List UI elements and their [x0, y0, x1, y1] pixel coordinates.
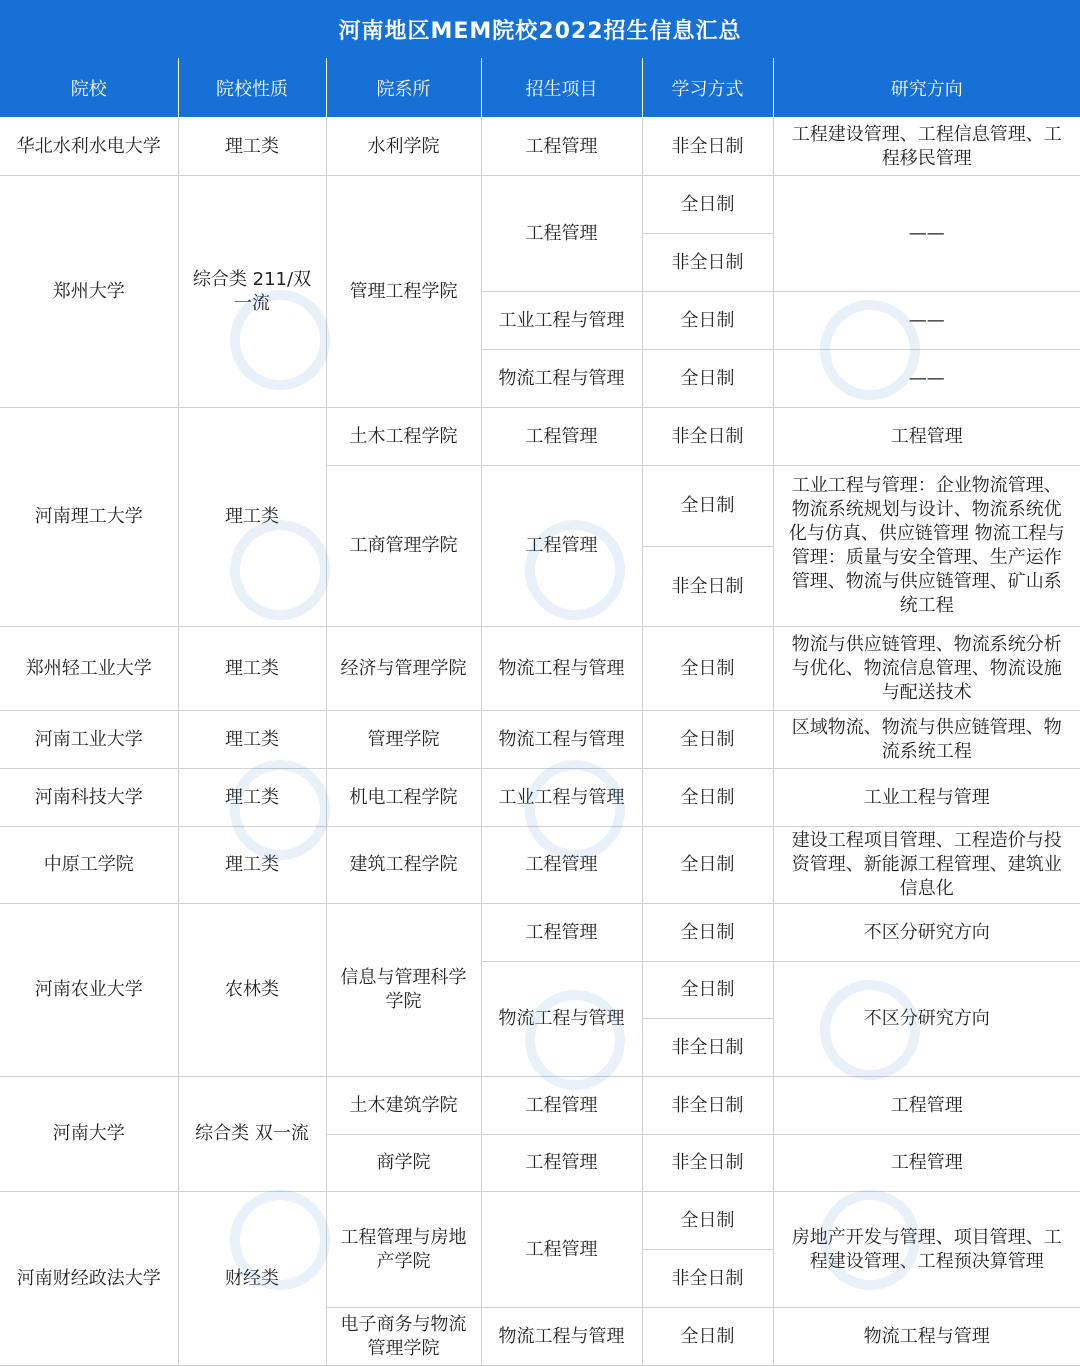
- table-row: [0, 1192, 1080, 1250]
- program-cell: 工业工程与管理: [481, 292, 642, 350]
- mode-cell: 全日制: [642, 827, 773, 904]
- mode-cell: 全日制: [642, 350, 773, 408]
- school-cell: 河南科技大学: [0, 769, 178, 827]
- table-row: [0, 627, 1080, 711]
- direction-cell: ——: [773, 176, 1080, 292]
- program-cell: 工程管理: [481, 176, 642, 292]
- type-cell: 理工类: [178, 627, 326, 711]
- direction-cell: 工程管理: [773, 1077, 1080, 1135]
- mode-cell: 全日制: [642, 769, 773, 827]
- school-cell: 华北水利水电大学: [0, 118, 178, 176]
- type-cell: 农林类: [178, 904, 326, 1077]
- table-row: [0, 769, 1080, 827]
- dept-cell: 土木建筑学院: [326, 1077, 481, 1135]
- direction-cell: ——: [773, 350, 1080, 408]
- dept-cell: 工商管理学院: [326, 466, 481, 627]
- dept-cell: 商学院: [326, 1135, 481, 1192]
- program-cell: 工程管理: [481, 904, 642, 962]
- school-cell: 河南工业大学: [0, 711, 178, 769]
- program-cell: 工程管理: [481, 466, 642, 627]
- dept-cell: 土木工程学院: [326, 408, 481, 466]
- direction-cell: 物流工程与管理: [773, 1308, 1080, 1366]
- table-header-row: [0, 58, 1080, 118]
- direction-cell: 工程管理: [773, 408, 1080, 466]
- direction-cell: 工业工程与管理：企业物流管理、物流系统规划与设计、物流系统优化与仿真、供应链管理 物流工程与管理：质量与安全管理、生产运作管理、物流与供应链管理、矿山系统工程: [773, 466, 1080, 627]
- mode-cell: 全日制: [642, 904, 773, 962]
- type-cell: 理工类: [178, 827, 326, 904]
- direction-cell: 不区分研究方向: [773, 904, 1080, 962]
- program-cell: 工程管理: [481, 118, 642, 176]
- mode-cell: 非全日制: [642, 118, 773, 176]
- admissions-table: [0, 58, 1080, 1366]
- dept-cell: 经济与管理学院: [326, 627, 481, 711]
- type-cell: 理工类: [178, 118, 326, 176]
- school-cell: 河南理工大学: [0, 408, 178, 627]
- mode-cell: 全日制: [642, 292, 773, 350]
- mode-cell: 非全日制: [642, 1077, 773, 1135]
- dept-cell: 水利学院: [326, 118, 481, 176]
- dept-cell: 工程管理与房地产学院: [326, 1192, 481, 1308]
- direction-cell: 区域物流、物流与供应链管理、物流系统工程: [773, 711, 1080, 769]
- program-cell: 工业工程与管理: [481, 769, 642, 827]
- mode-cell: 全日制: [642, 466, 773, 547]
- dept-cell: 信息与管理科学学院: [326, 904, 481, 1077]
- school-cell: 河南大学: [0, 1077, 178, 1192]
- direction-cell: 工业工程与管理: [773, 769, 1080, 827]
- school-cell: 郑州轻工业大学: [0, 627, 178, 711]
- type-cell: 理工类: [178, 408, 326, 627]
- program-cell: 物流工程与管理: [481, 962, 642, 1077]
- header-mode: 学习方式: [642, 58, 773, 118]
- direction-cell: 物流与供应链管理、物流系统分析与优化、物流信息管理、物流设施与配送技术: [773, 627, 1080, 711]
- direction-cell: 建设工程项目管理、工程造价与投资管理、新能源工程管理、建筑业信息化: [773, 827, 1080, 904]
- mode-cell: 全日制: [642, 1192, 773, 1250]
- direction-cell: 不区分研究方向: [773, 962, 1080, 1077]
- dept-cell: 建筑工程学院: [326, 827, 481, 904]
- program-cell: 工程管理: [481, 408, 642, 466]
- mode-cell: 全日制: [642, 962, 773, 1019]
- type-cell: 理工类: [178, 711, 326, 769]
- header-program: 招生项目: [481, 58, 642, 118]
- program-cell: 工程管理: [481, 827, 642, 904]
- direction-cell: 工程建设管理、工程信息管理、工程移民管理: [773, 118, 1080, 176]
- type-cell: 综合类 双一流: [178, 1077, 326, 1192]
- mode-cell: 非全日制: [642, 1250, 773, 1308]
- mode-cell: 非全日制: [642, 1135, 773, 1192]
- table-row: [0, 904, 1080, 962]
- table-row: [0, 118, 1080, 176]
- school-cell: 河南农业大学: [0, 904, 178, 1077]
- header-dept: 院系所: [326, 58, 481, 118]
- type-cell: 理工类: [178, 769, 326, 827]
- header-school: 院校: [0, 58, 178, 118]
- header-type: 院校性质: [178, 58, 326, 118]
- table-row: [0, 827, 1080, 904]
- school-cell: 中原工学院: [0, 827, 178, 904]
- dept-cell: 机电工程学院: [326, 769, 481, 827]
- mode-cell: 非全日制: [642, 1019, 773, 1077]
- mode-cell: 非全日制: [642, 234, 773, 292]
- direction-cell: ——: [773, 292, 1080, 350]
- program-cell: 工程管理: [481, 1077, 642, 1135]
- table-row: [0, 1077, 1080, 1135]
- table-row: [0, 711, 1080, 769]
- program-cell: 工程管理: [481, 1135, 642, 1192]
- program-cell: 物流工程与管理: [481, 627, 642, 711]
- type-cell: 综合类 211/双一流: [178, 176, 326, 408]
- program-cell: 物流工程与管理: [481, 711, 642, 769]
- dept-cell: 管理学院: [326, 711, 481, 769]
- school-cell: 河南财经政法大学: [0, 1192, 178, 1366]
- school-cell: 郑州大学: [0, 176, 178, 408]
- page-title: 河南地区MEM院校2022招生信息汇总: [0, 0, 1080, 59]
- mode-cell: 非全日制: [642, 408, 773, 466]
- program-cell: 工程管理: [481, 1192, 642, 1308]
- header-direction: 研究方向: [773, 58, 1080, 118]
- direction-cell: 工程管理: [773, 1135, 1080, 1192]
- mode-cell: 非全日制: [642, 547, 773, 627]
- program-cell: 物流工程与管理: [481, 1308, 642, 1366]
- mode-cell: 全日制: [642, 176, 773, 234]
- type-cell: 财经类: [178, 1192, 326, 1366]
- mode-cell: 全日制: [642, 1308, 773, 1366]
- dept-cell: 管理工程学院: [326, 176, 481, 408]
- table-row: [0, 176, 1080, 234]
- table-row: [0, 408, 1080, 466]
- mode-cell: 全日制: [642, 711, 773, 769]
- direction-cell: 房地产开发与管理、项目管理、工程建设管理、工程预决算管理: [773, 1192, 1080, 1308]
- dept-cell: 电子商务与物流管理学院: [326, 1308, 481, 1366]
- program-cell: 物流工程与管理: [481, 350, 642, 408]
- mode-cell: 全日制: [642, 627, 773, 711]
